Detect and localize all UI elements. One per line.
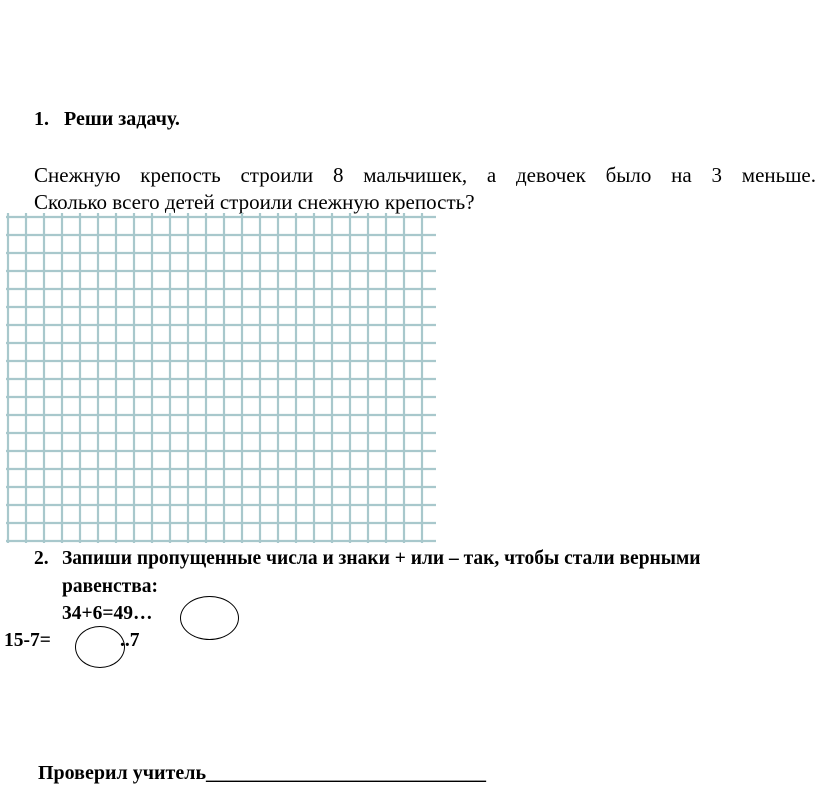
answer-circle-2[interactable] [75,626,125,668]
task1-text-word: крепость [140,163,221,187]
equation-1: 34+6=49… [62,603,153,624]
task1-text-word: а [486,163,497,187]
task1-text-word: было [605,163,652,187]
task2-title-line1: Запиши пропущенные числа и знаки + или – так, чтобы стали верными [62,548,701,569]
task1-text-word: 3 [711,163,722,187]
answer-circle-1[interactable] [180,596,239,640]
task1-heading [34,108,180,131]
task1-text-word: строили [240,163,314,187]
task2-heading [34,548,701,570]
teacher-signature-line: Проверил учитель____________________________ [38,762,487,784]
task2-title-line2: равенства: [62,576,159,597]
task1-text-word: 8 [332,163,344,187]
task1-number: 1. [34,108,49,130]
task2-number: 2. [34,548,49,569]
task1-text-word: на [671,163,692,187]
task1-text-word: мальчишек, [363,163,468,187]
task1-problem-text [34,162,816,216]
task1-title: Реши задачу. [64,108,180,130]
task1-text-line2: Сколько всего детей строили снежную крепость? [34,190,475,214]
equation-2-right: ..7 [120,630,140,651]
task1-text-word: Снежную [34,163,121,187]
task1-text-line1 [34,162,816,189]
task1-text-word: меньше. [741,163,816,187]
task1-text-word: девочек [515,163,586,187]
equation-2-left: 15-7= [4,630,51,651]
answer-grid[interactable] [6,213,436,543]
